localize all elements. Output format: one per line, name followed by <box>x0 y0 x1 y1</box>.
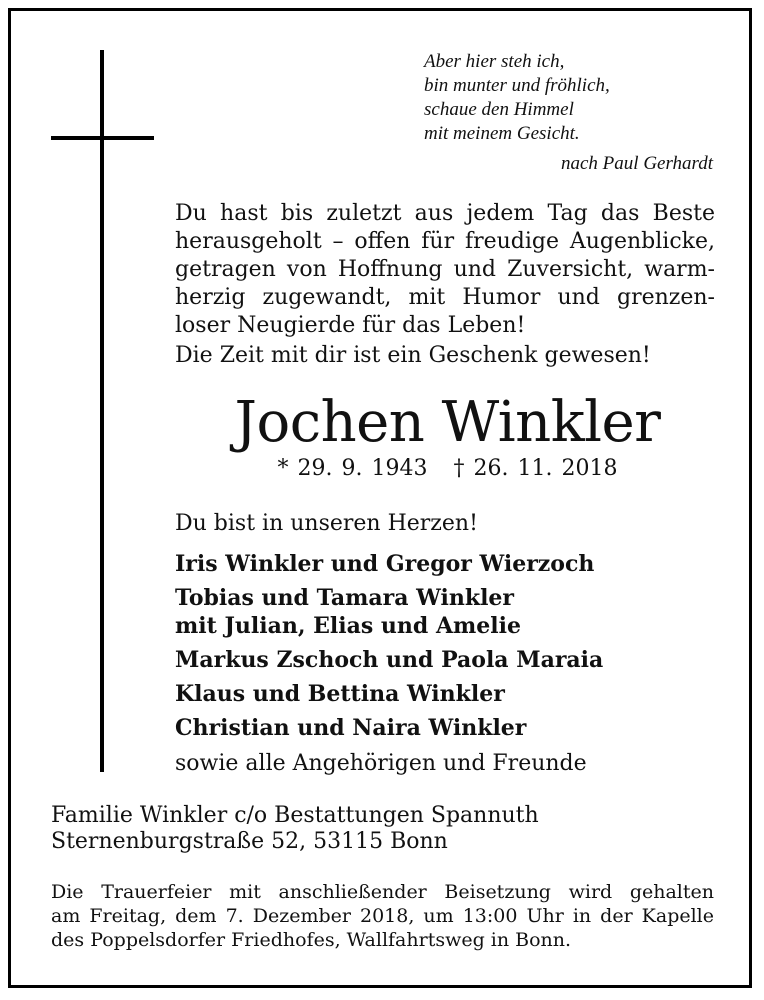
mourner-line: Christian und Naira Winkler <box>175 715 527 741</box>
motto-author: nach Paul Gerhardt <box>561 153 713 174</box>
mourner-line: Iris Winkler und Gregor Wierzoch <box>175 551 595 577</box>
life-dates <box>175 455 720 483</box>
tribute-line: getragen von Hoffnung und Zuversicht, warm- <box>175 257 715 282</box>
address-line: Sternenburgstraße 52, 53115 Bonn <box>51 829 448 854</box>
tribute-paragraph <box>175 200 715 340</box>
relatives-line: sowie alle Angehörigen und Freunde <box>175 751 587 776</box>
tribute-line: Du hast bis zuletzt aus jedem Tag das Beste <box>175 201 715 226</box>
birth-date: * 29. 9. 1943 <box>277 456 428 481</box>
gift-sentence: Die Zeit mit dir ist ein Geschenk gewesen! <box>175 343 651 368</box>
service-line: des Poppelsdorfer Friedhofes, Wallfahrtsweg in Bonn. <box>51 929 572 951</box>
mourners-list <box>175 550 720 748</box>
cross-icon-horizontal-bar <box>51 136 154 140</box>
motto-line: bin munter und fröhlich, <box>424 75 610 96</box>
motto-quote <box>424 50 724 176</box>
mourner-line: Klaus und Bettina Winkler <box>175 681 505 707</box>
mourner-line: Tobias und Tamara Winkler <box>175 585 515 611</box>
service-line: Die Trauerfeier mit anschließender Beisetzung wird gehalten <box>51 881 714 903</box>
motto-line: Aber hier steh ich, <box>424 51 565 72</box>
hearts-sentence: Du bist in unseren Herzen! <box>175 511 478 536</box>
deceased-name: Jochen Winkler <box>234 390 661 455</box>
tribute-line: herausgeholt – offen für freudige Augenblicke, <box>175 229 715 254</box>
mourner-line: mit Julian, Elias und Amelie <box>175 613 522 639</box>
cross-icon-vertical-bar <box>100 50 104 772</box>
tribute-line: loser Neugierde für das Leben! <box>175 313 526 338</box>
death-date: † 26. 11. 2018 <box>453 456 618 481</box>
contact-address <box>51 803 731 855</box>
motto-line: mit meinem Gesicht. <box>424 123 580 144</box>
service-line: am Freitag, dem 7. Dezember 2018, um 13:00 Uhr in der Kapelle <box>51 905 714 927</box>
mourner-line: Markus Zschoch und Paola Maraia <box>175 647 604 673</box>
tribute-line: herzig zugewandt, mit Humor und grenzen- <box>175 285 715 310</box>
funeral-service-info <box>51 880 714 952</box>
address-line: Familie Winkler c/o Bestattungen Spannuth <box>51 803 539 828</box>
motto-line: schaue den Himmel <box>424 99 574 120</box>
